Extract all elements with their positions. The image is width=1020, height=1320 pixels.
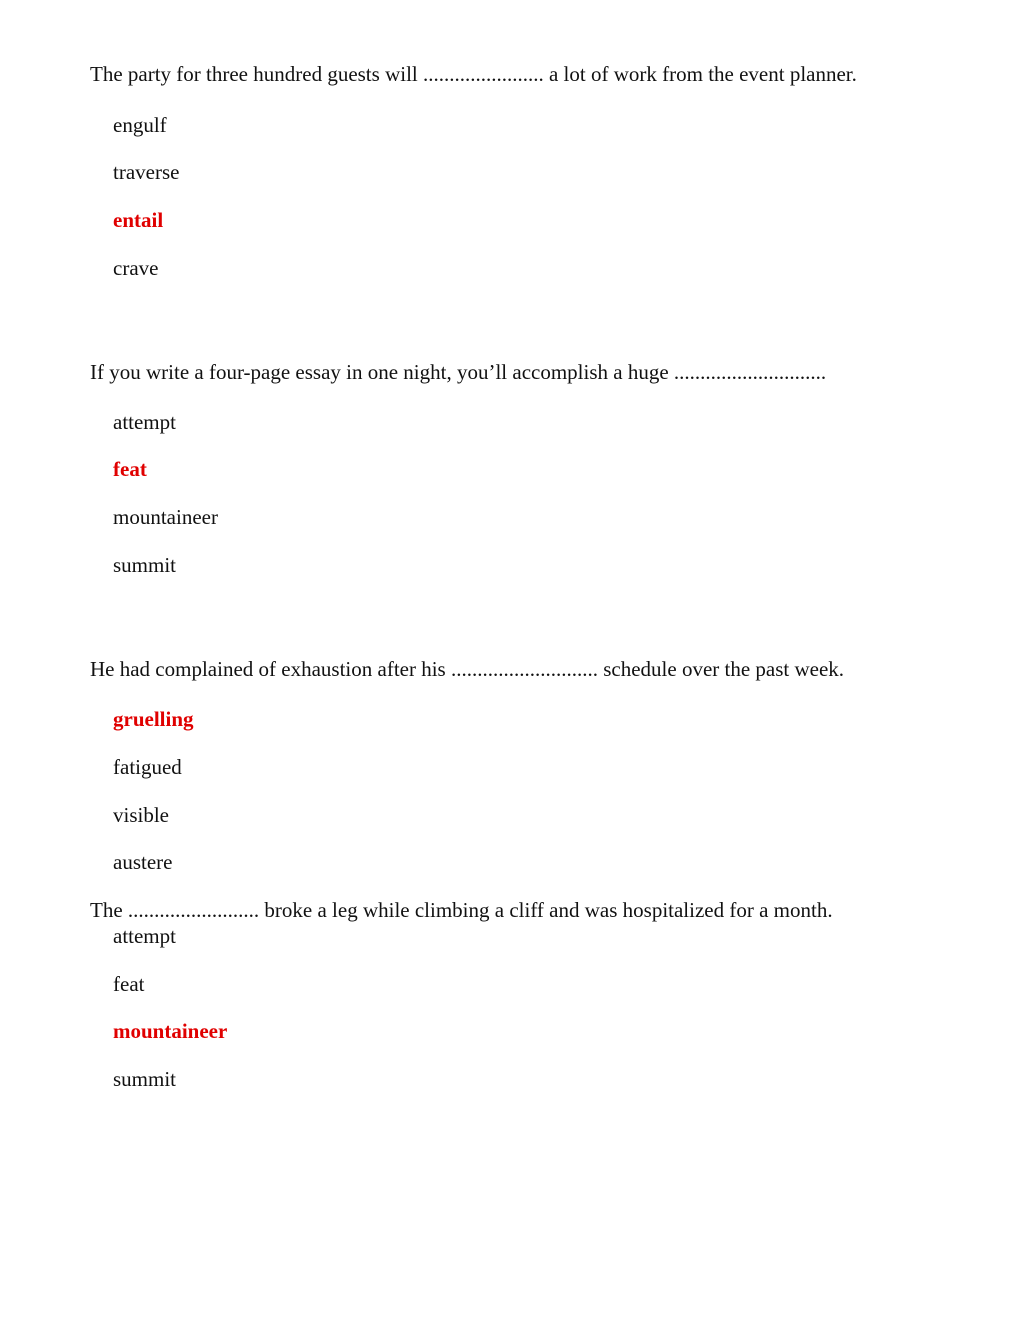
question-4-option-3-correct[interactable]: mountaineer <box>113 1019 228 1043</box>
question-1-stem: The party for three hundred guests will ....................... a lot of work from the event planner. <box>90 62 857 86</box>
question-4-option-2[interactable]: feat <box>113 972 145 996</box>
question-4-option-1[interactable]: attempt <box>113 924 176 948</box>
question-3-option-4[interactable]: austere <box>113 850 173 874</box>
question-3-option-1-correct[interactable]: gruelling <box>113 707 194 731</box>
question-3-stem: He had complained of exhaustion after his ............................ schedule over the past week. <box>90 657 845 681</box>
question-3-option-3[interactable]: visible <box>113 803 169 827</box>
question-4-option-4[interactable]: summit <box>113 1067 177 1091</box>
question-1-option-1[interactable]: engulf <box>113 113 167 137</box>
question-2-option-1[interactable]: attempt <box>113 410 176 434</box>
question-2-stem: If you write a four-page essay in one night, you’ll accomplish a huge ............................. <box>90 360 827 384</box>
question-2-option-3[interactable]: mountaineer <box>113 505 218 529</box>
question-2-option-4[interactable]: summit <box>113 553 177 577</box>
question-1-option-3-correct[interactable]: entail <box>113 208 164 232</box>
question-1-option-4[interactable]: crave <box>113 256 159 280</box>
question-2-option-2-correct[interactable]: feat <box>113 457 147 481</box>
question-1-option-2[interactable]: traverse <box>113 160 180 184</box>
question-3-option-2[interactable]: fatigued <box>113 755 182 779</box>
question-4-stem: The ......................... broke a leg while climbing a cliff and was hospitalized for a month. <box>90 898 833 922</box>
